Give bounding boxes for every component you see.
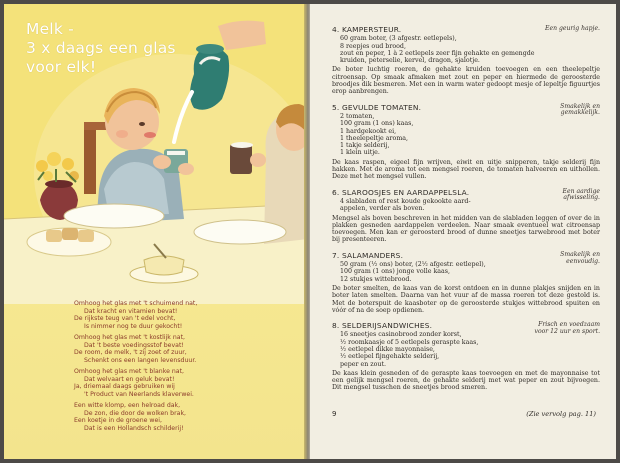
recipe-method: De kaas klein gesneden of de geraspte kaas toevoegen en met de mayonnaise tot een gelijk mengsel roeren, de gehakte selderij met wat peper en zout bijvoegen. Dit mengsel tusschen de sneetjes brood smeren. [332, 369, 600, 392]
poem-line: Dat welvaart en geluk bevat! [84, 375, 175, 383]
ingredient: 1 takje selderij, [340, 142, 390, 150]
recipe [332, 252, 600, 314]
ingredient: kruiden, peterselie, kervel, dragon, sjalotje. [340, 57, 480, 65]
poem-line: Schenkt ons een langen levensduur. [84, 356, 197, 364]
ingredient: ½ eetlepel dikke mayonnaise, [340, 345, 435, 353]
poem-stanza [74, 368, 294, 398]
title-line-2: 3 x daags een glas [26, 39, 176, 57]
ingredient: 1 klein uitje. [340, 149, 380, 157]
poem-line: 't Product van Neerlands klaverwei. [84, 390, 194, 398]
milk-poem [74, 300, 294, 436]
right-page [310, 4, 616, 459]
recipe-heading: 7. SALAMANDERS. [332, 250, 404, 260]
ingredient: peper en zout. [340, 360, 387, 368]
left-page [4, 4, 308, 459]
poem-line: Dat 't beste voedingsstof bevat! [84, 341, 184, 349]
ingredient: 16 sneetjes casinobrood zonder korst, [340, 331, 462, 339]
poem-stanza [74, 402, 294, 432]
continued-note: (Zie vervolg pag. 11) [526, 410, 596, 418]
poem-line: Omhoog het glas met 't kostlijk nat, [74, 333, 185, 341]
poem-line: Omhoog het glas met 't schuimend nat, [74, 300, 198, 307]
ingredient: 1 theelepeltje aroma, [340, 134, 409, 142]
ingredient: 50 gram (½ ons) boter, (2½ afgestr. eetlepel), [340, 261, 486, 269]
title-line-3: voor elk! [26, 58, 97, 76]
recipe-method: De boter smelten, de kaas van de korst ontdoen en in dunne plakjes snijden en in boter laten smelten. Daarna van het vuur af de massa roeren tot deze gestold is. Met de boterspuit de kaasboter op de geroosterde stukjes wittebrood spuiten en vóór of na de soep opdienen. [332, 284, 600, 314]
ingredient-list [332, 261, 530, 283]
ingredient-list [332, 35, 535, 65]
recipe-tagline: Frisch en voedzaam voor 12 uur en sport. [534, 321, 600, 335]
ingredient: 1 hardgekookt ei, [340, 127, 397, 135]
recipe-method: De kaas raspen, eigeel fijn wrijven, eiwit en uitje snipperen, takje selderij fijn hakken. Met de aroma tot een mengsel roeren, de tomaten halveeren en uithollen. Deze met het mengsel vullen. [332, 158, 600, 181]
recipe-tagline: Smakelijk en eenvoudig. [560, 250, 600, 265]
recipe-heading: 6. SLAROOSJES EN AARDAPPELSLA. [332, 187, 470, 197]
ingredient: 100 gram (1 ons) jonge volle kaas, [340, 268, 451, 276]
poem-line: Omhoog het glas met 't blanke nat, [74, 367, 184, 375]
ingredient-list [332, 331, 530, 367]
ingredient-list [332, 198, 530, 213]
recipe-heading: 4. KAMPERSTEUR. [332, 25, 402, 34]
ingredient: 2 tomaten, [340, 112, 375, 120]
title-line-1: Melk - [26, 20, 74, 38]
recipe-tagline: Smakelijk en gemakkelijk. [560, 102, 600, 117]
recipe-heading: 8. SELDERIJSANDWICHES. [332, 321, 433, 331]
ingredient: appelen, verder als boven. [340, 205, 425, 213]
ingredient: 12 stukjes wittebrood. [340, 275, 412, 283]
recipe-tagline: Een aardige afwisseling. [562, 187, 600, 202]
ingredient: 100 gram (1 ons) kaas, [340, 120, 414, 128]
poem-line: Een witte klomp, een helroad dak, [74, 401, 181, 409]
ingredient: 8 reepjes oud brood, [340, 42, 406, 50]
poem-line: De rijkste teug van 't edel vocht, [74, 315, 176, 323]
poem-line: Is nimmer nog te duur gekocht! [84, 322, 183, 330]
page-title [26, 20, 176, 77]
poem-line: Ja, driemaal daags gebruiken wij [74, 383, 175, 391]
recipe [332, 26, 600, 96]
ingredient: ½ eetlepel fijngehakte selderij, [340, 353, 440, 361]
recipe-heading: 5. GEVULDE TOMATEN. [332, 102, 422, 112]
recipe [332, 189, 600, 244]
poem-stanza [74, 334, 294, 364]
recipe-tagline: Een geurig hapje. [545, 25, 600, 32]
poem-line: De room, de melk, 't zij zoet of zuur, [74, 349, 187, 357]
poem-stanza [74, 300, 294, 330]
page-number: 9 [332, 410, 337, 418]
poem-line: Dat kracht en vitamien bevat! [84, 307, 178, 315]
poem-line: De zon, die door de wolken brak, [84, 409, 186, 417]
ingredient: 4 slabladen of rest koude gekookte aard- [340, 197, 471, 205]
poem-line: Een koetje in de groene wei, [74, 417, 162, 425]
recipe [332, 322, 600, 392]
recipe-list [332, 26, 600, 400]
poem-line: Dat is een Hollandsch schilderij! [84, 424, 184, 432]
ingredient: zout en peper, 1 à 2 eetlepels zeer fijn gehakte en gemengde [340, 49, 535, 57]
recipe [332, 104, 600, 181]
recipe-method: Mengsel als boven beschreven in het midden van de slabladen leggen of over de in plakken gesneden aardappelen verdeelen. Naar smaak eventueel wat citroensap toevoegen. Men kan er geroosterd brood of dunne sneetjes tarwebrood met boter bij presenteeren. [332, 214, 600, 244]
ingredient: 60 gram boter, (3 afgestr. eetlepels), [340, 35, 457, 43]
ingredient-list [332, 113, 530, 157]
recipe-method: De boter luchtig roeren, de gehakte kruiden toevoegen en een theelepeltje citroensap. Op smaak afmaken met zout en peper en hiermede de geroosterde broodjes dik besmeren. Met een in warm water gedoopt mesje of lepeltje figuurtjes erop aanbrengen. [332, 66, 600, 96]
ingredient: ½ roomkaasje of 5 eetlepels geraspte kaas, [340, 338, 479, 346]
